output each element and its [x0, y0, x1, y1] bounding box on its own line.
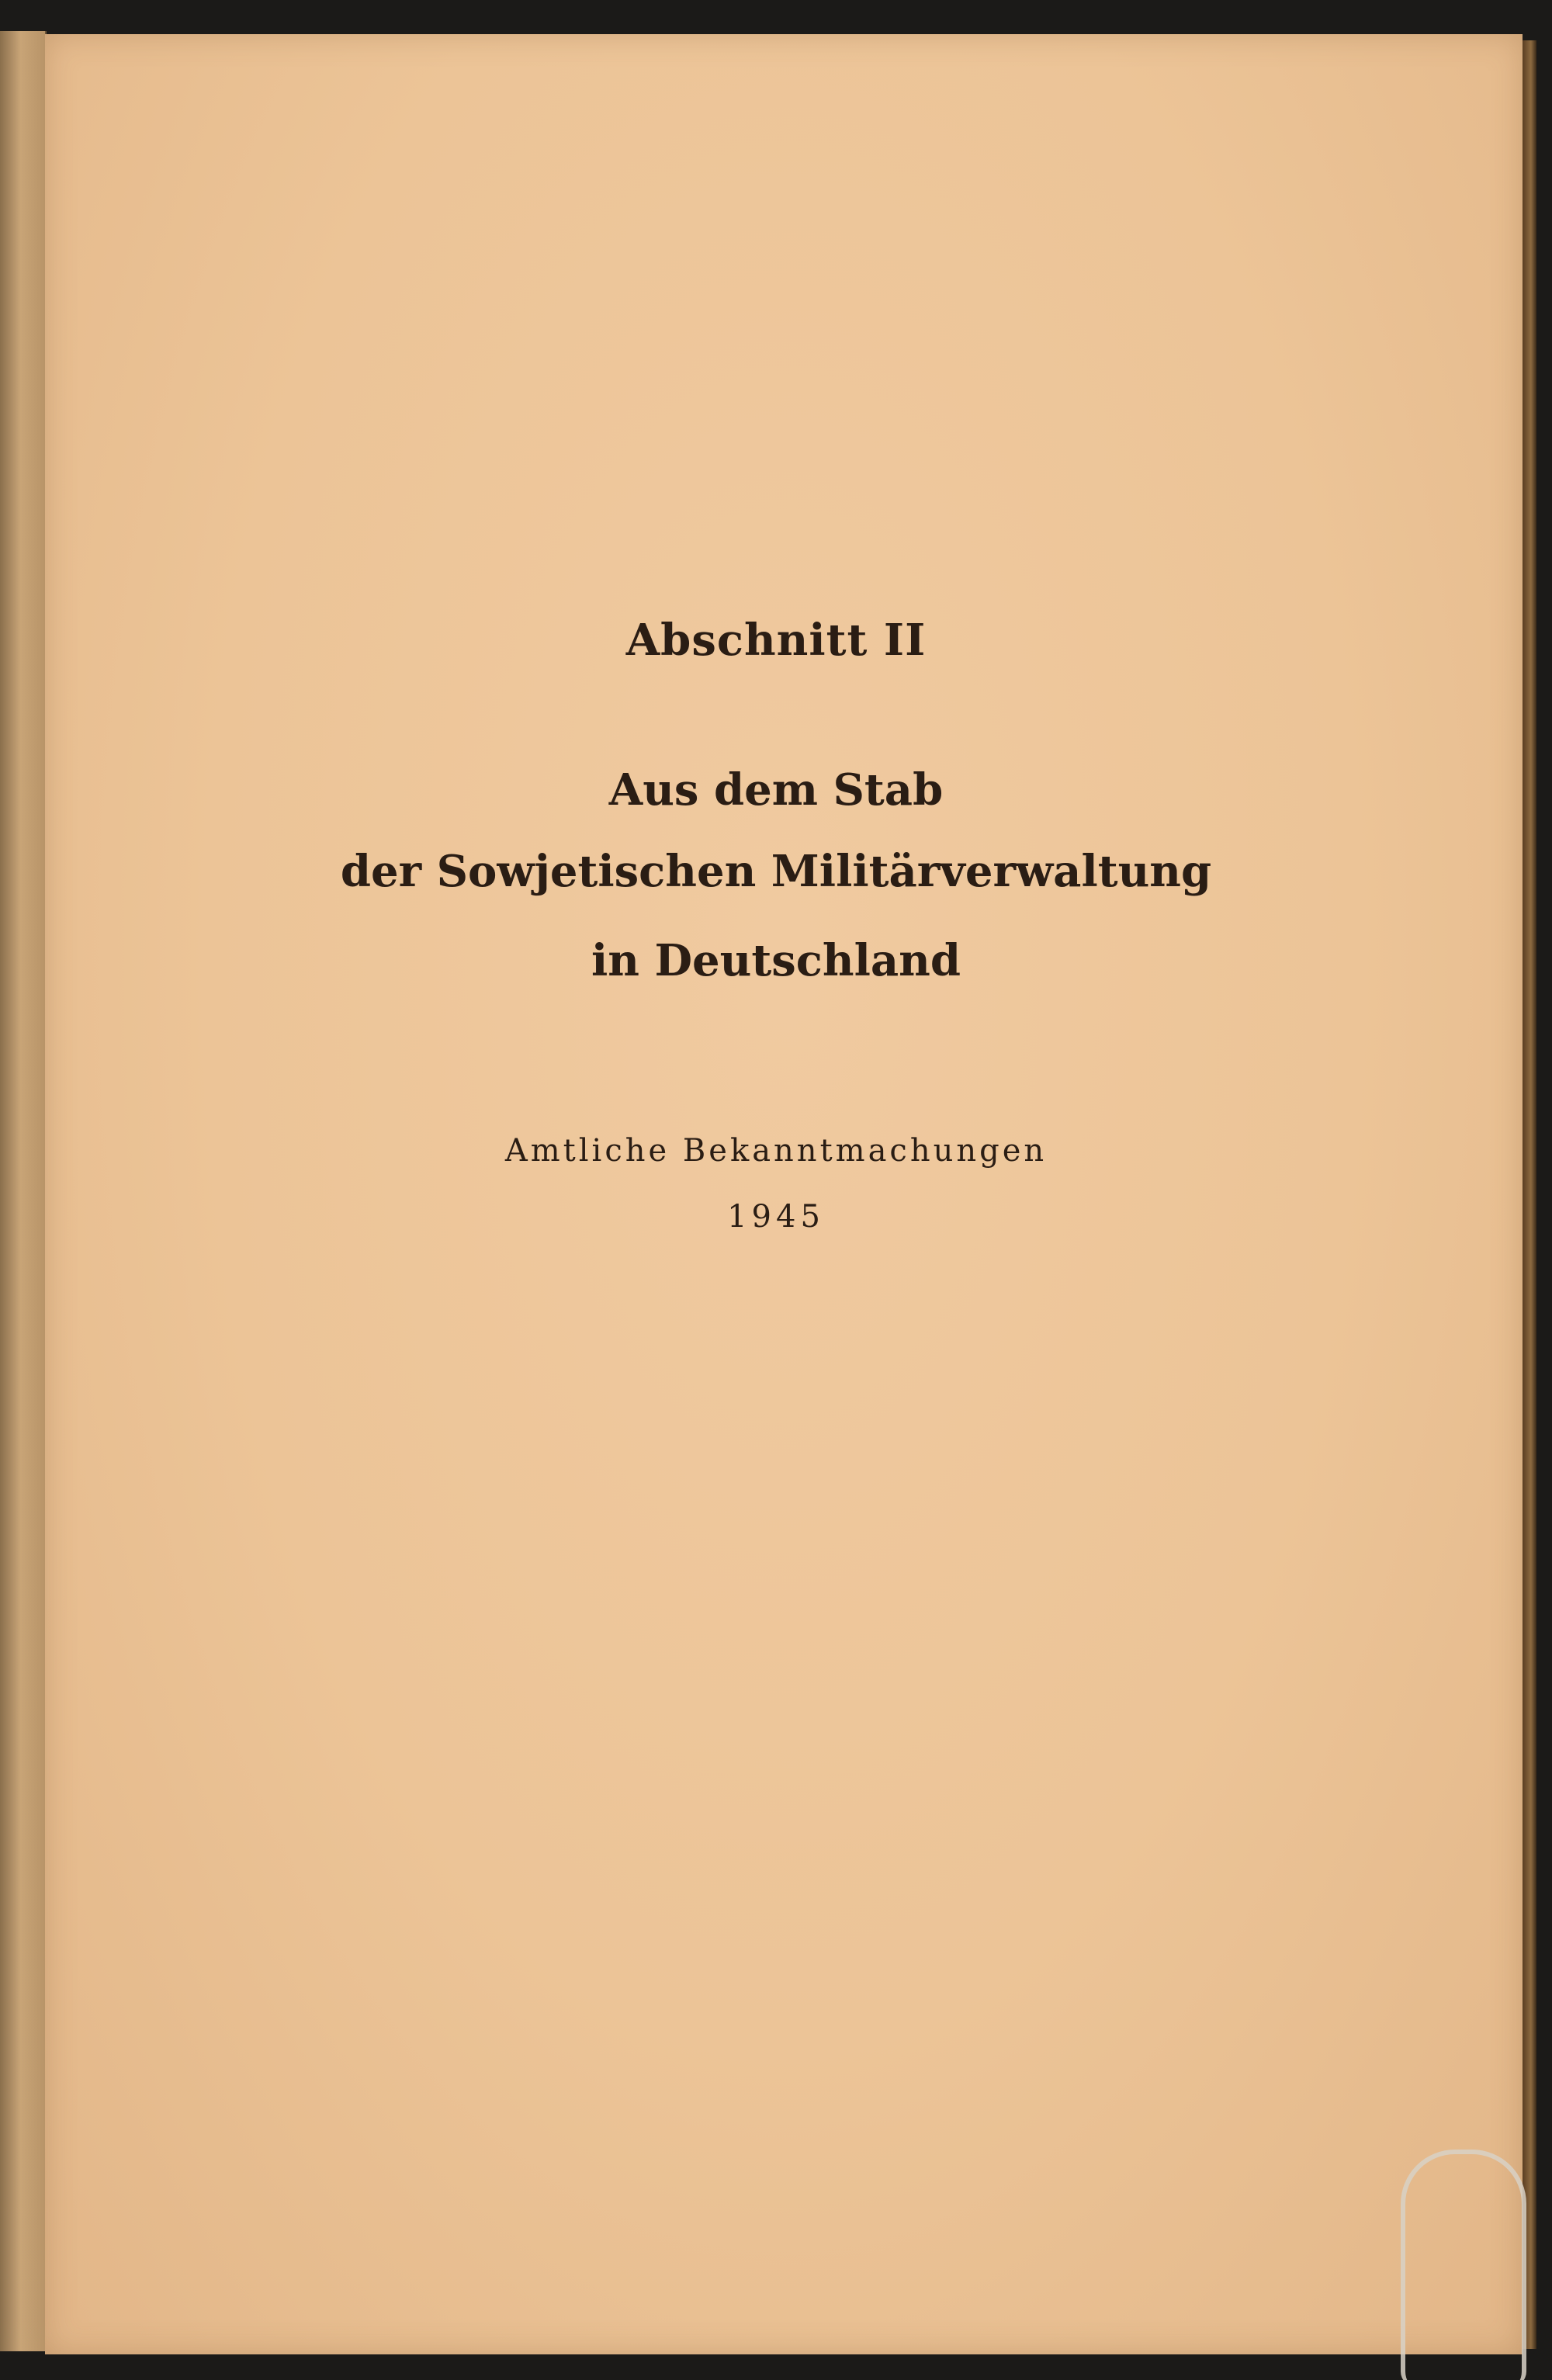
heading-line-3: in Deutschland [591, 935, 961, 986]
year: 1945 [727, 1199, 825, 1235]
heading-line-1: Aus dem Stab [608, 764, 944, 816]
subtitle: Amtliche Bekanntmachungen [504, 1133, 1048, 1169]
heading-line-2: der Sowjetischen Militärverwaltung [340, 846, 1212, 897]
section-title: Abschnitt II [625, 615, 927, 666]
